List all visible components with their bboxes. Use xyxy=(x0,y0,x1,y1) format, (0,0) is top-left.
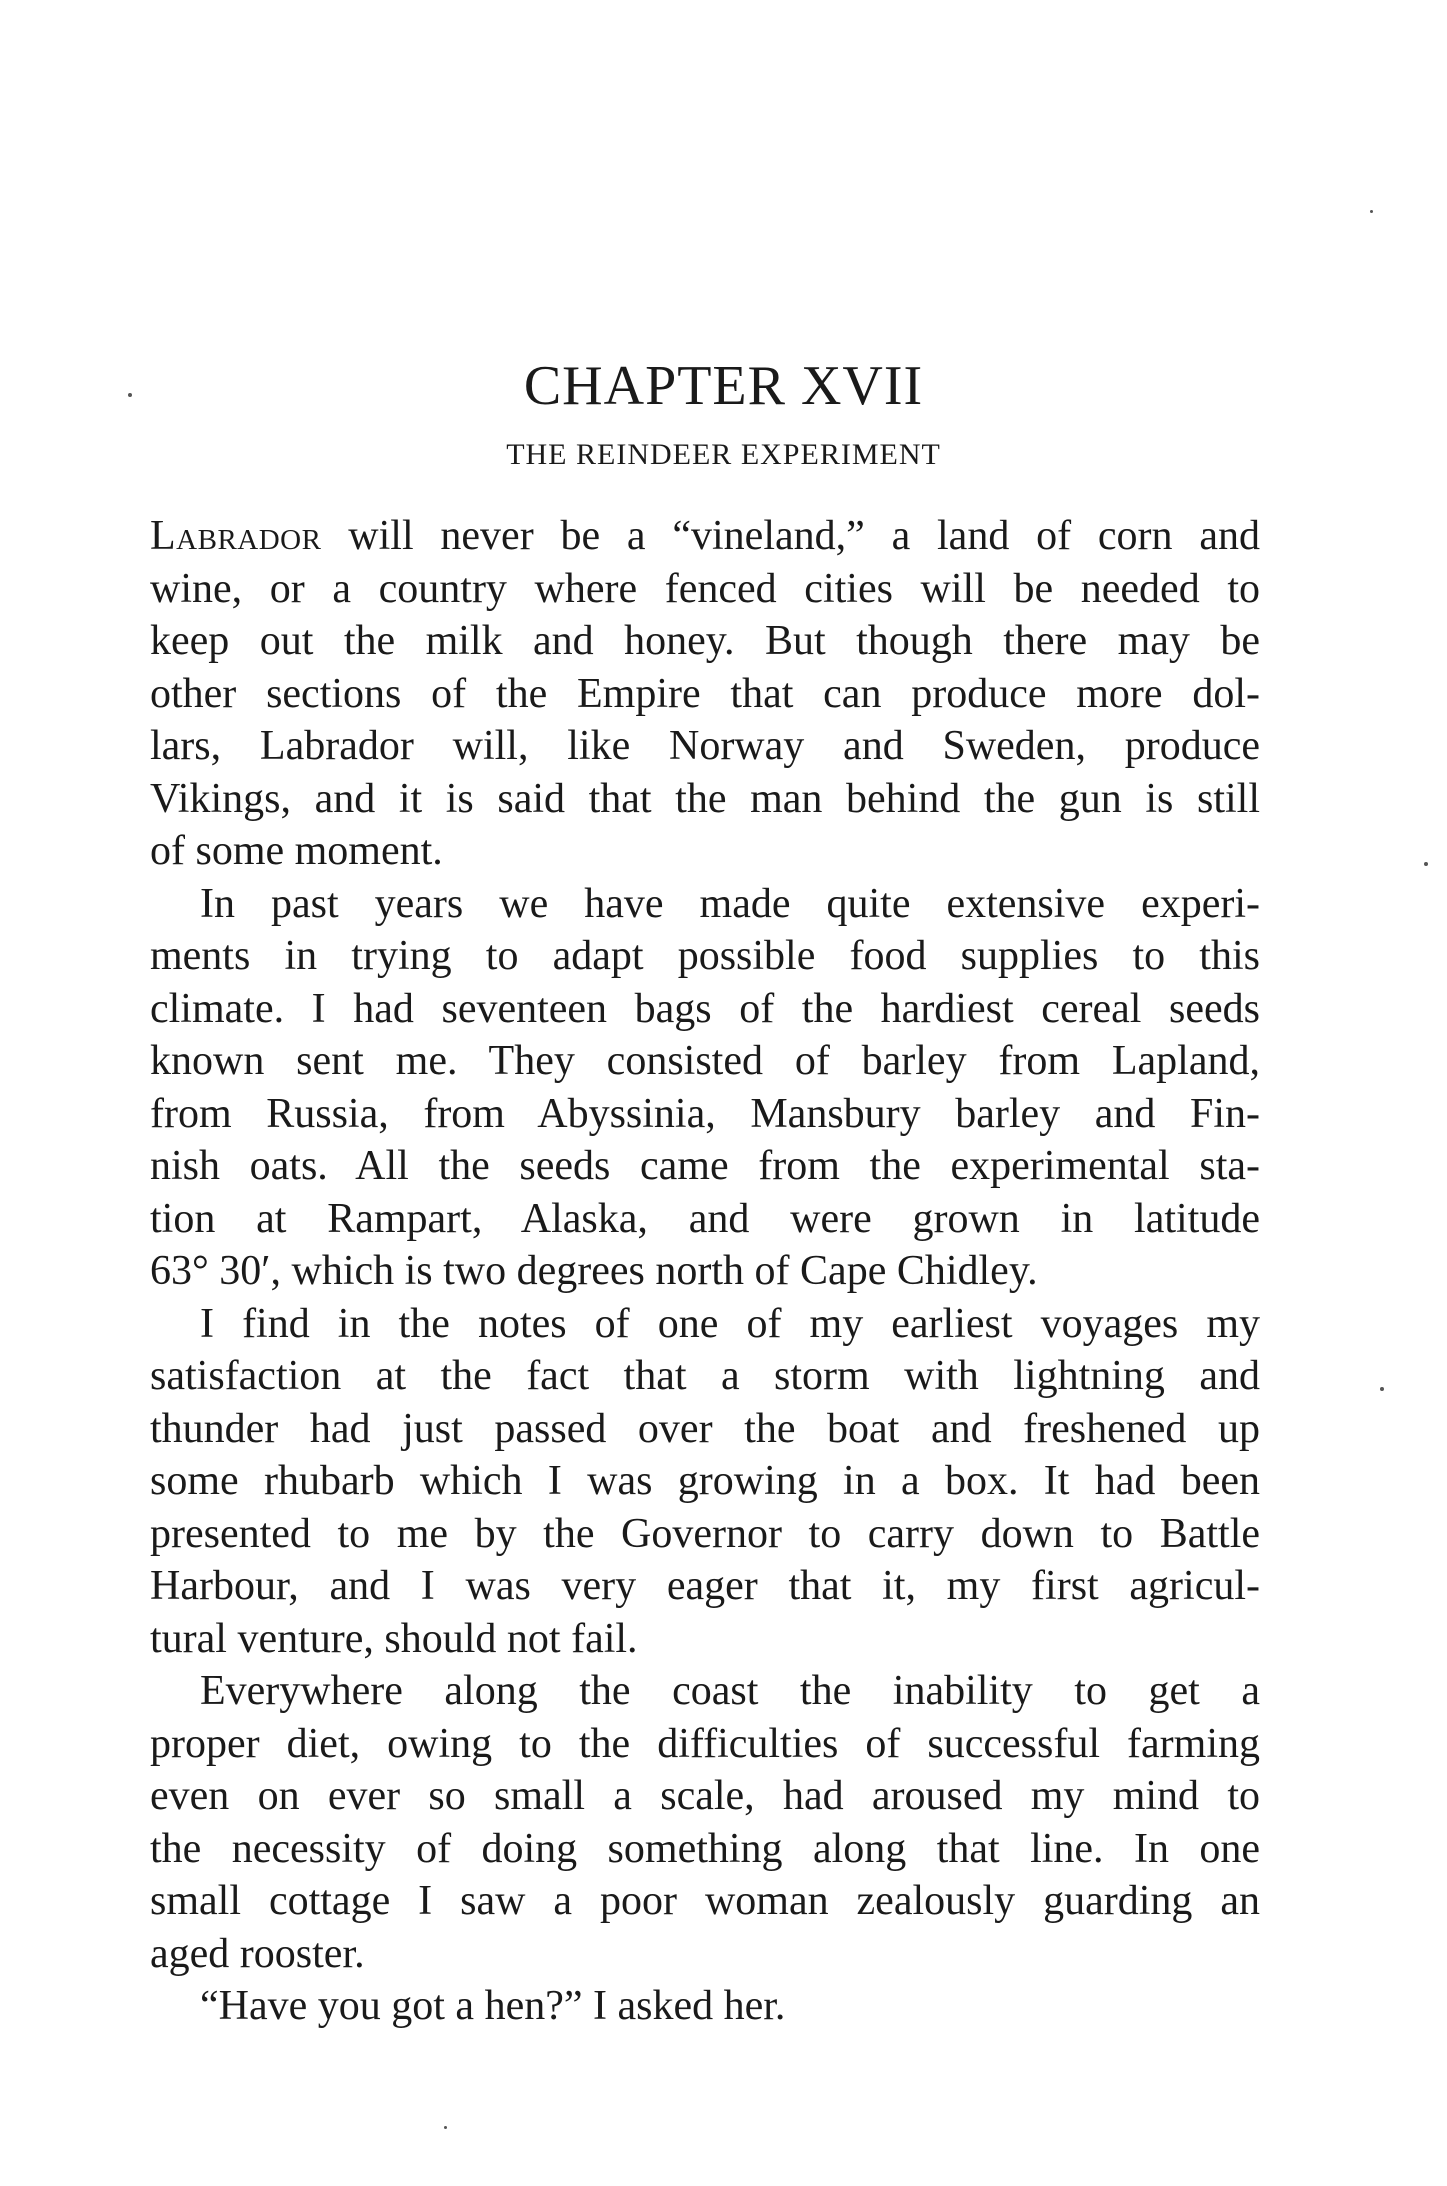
text-line: ments in trying to adapt possible food supplies to this xyxy=(150,933,1260,979)
text-line: thunder had just passed over the boat and freshened up xyxy=(150,1405,1260,1452)
text-line: Vikings, and it is said that the man behind the gun is still xyxy=(150,775,1260,822)
text-line: “Have you got a hen?” I asked her. xyxy=(200,1983,786,2029)
paragraph xyxy=(150,878,1260,1298)
scan-speck xyxy=(1424,862,1428,866)
text-line: lars, Labrador will, like Norway and Sweden, produce xyxy=(150,723,1260,769)
text-line: tion at Rampart, Alaska, and were grown in latitude xyxy=(150,1195,1260,1242)
paragraph xyxy=(150,1665,1260,1980)
text-line: 63° 30′, which is two degrees north of Cape Chidley. xyxy=(150,1248,1038,1294)
text-line: tural venture, should not fail. xyxy=(150,1615,638,1662)
text-line: nish oats. All the seeds came from the experimental sta- xyxy=(150,1143,1260,1189)
text-line: presented to me by the Governor to carry down to Battle xyxy=(150,1510,1260,1557)
text-line: proper diet, owing to the difficulties of successful farming xyxy=(150,1720,1260,1767)
text-line: aged rooster. xyxy=(150,1930,365,1977)
text-line: keep out the milk and honey. But though there may be xyxy=(150,618,1260,664)
text-line: Harbour, and I was very eager that it, my first agricul- xyxy=(150,1563,1260,1609)
paragraph xyxy=(150,1980,1260,2033)
text-line: even on ever so small a scale, had aroused my mind to xyxy=(150,1773,1260,1819)
text-line: small cottage I saw a poor woman zealously guarding an xyxy=(150,1878,1260,1924)
text-line: In past years we have made quite extensive experi- xyxy=(200,880,1260,927)
text-line: other sections of the Empire that can produce more dol- xyxy=(150,670,1260,717)
text-line: satisfaction at the fact that a storm with lightning and xyxy=(150,1353,1260,1399)
text-line: from Russia, from Abyssinia, Mansbury barley and Fin- xyxy=(150,1090,1260,1137)
paragraph xyxy=(150,510,1260,878)
chapter-number: CHAPTER XVII xyxy=(523,355,924,417)
text-line: climate. I had seventeen bags of the hardiest cereal seeds xyxy=(150,985,1260,1032)
body-text xyxy=(150,510,1260,2033)
text-line: I find in the notes of one of my earliest voyages my xyxy=(200,1300,1260,1347)
paragraph xyxy=(150,1298,1260,1666)
text-line: the necessity of doing something along that line. In one xyxy=(150,1825,1260,1872)
scan-speck xyxy=(1380,1387,1384,1391)
lead-word: Labrador xyxy=(150,513,322,559)
text-line: of some moment. xyxy=(150,828,443,874)
text-line: Labrador will never be a “vineland,” a land of corn and xyxy=(150,513,1260,559)
text-line: Everywhere along the coast the inability to get a xyxy=(200,1668,1260,1714)
scan-speck xyxy=(444,2126,447,2129)
text-line: known sent me. They consisted of barley from Lapland, xyxy=(150,1038,1260,1084)
text-line: some rhubarb which I was growing in a box. It had been xyxy=(150,1458,1260,1504)
chapter-title: THE REINDEER EXPERIMENT xyxy=(506,438,941,471)
text-line: wine, or a country where fenced cities will be needed to xyxy=(150,565,1260,612)
scan-speck xyxy=(1370,210,1373,213)
